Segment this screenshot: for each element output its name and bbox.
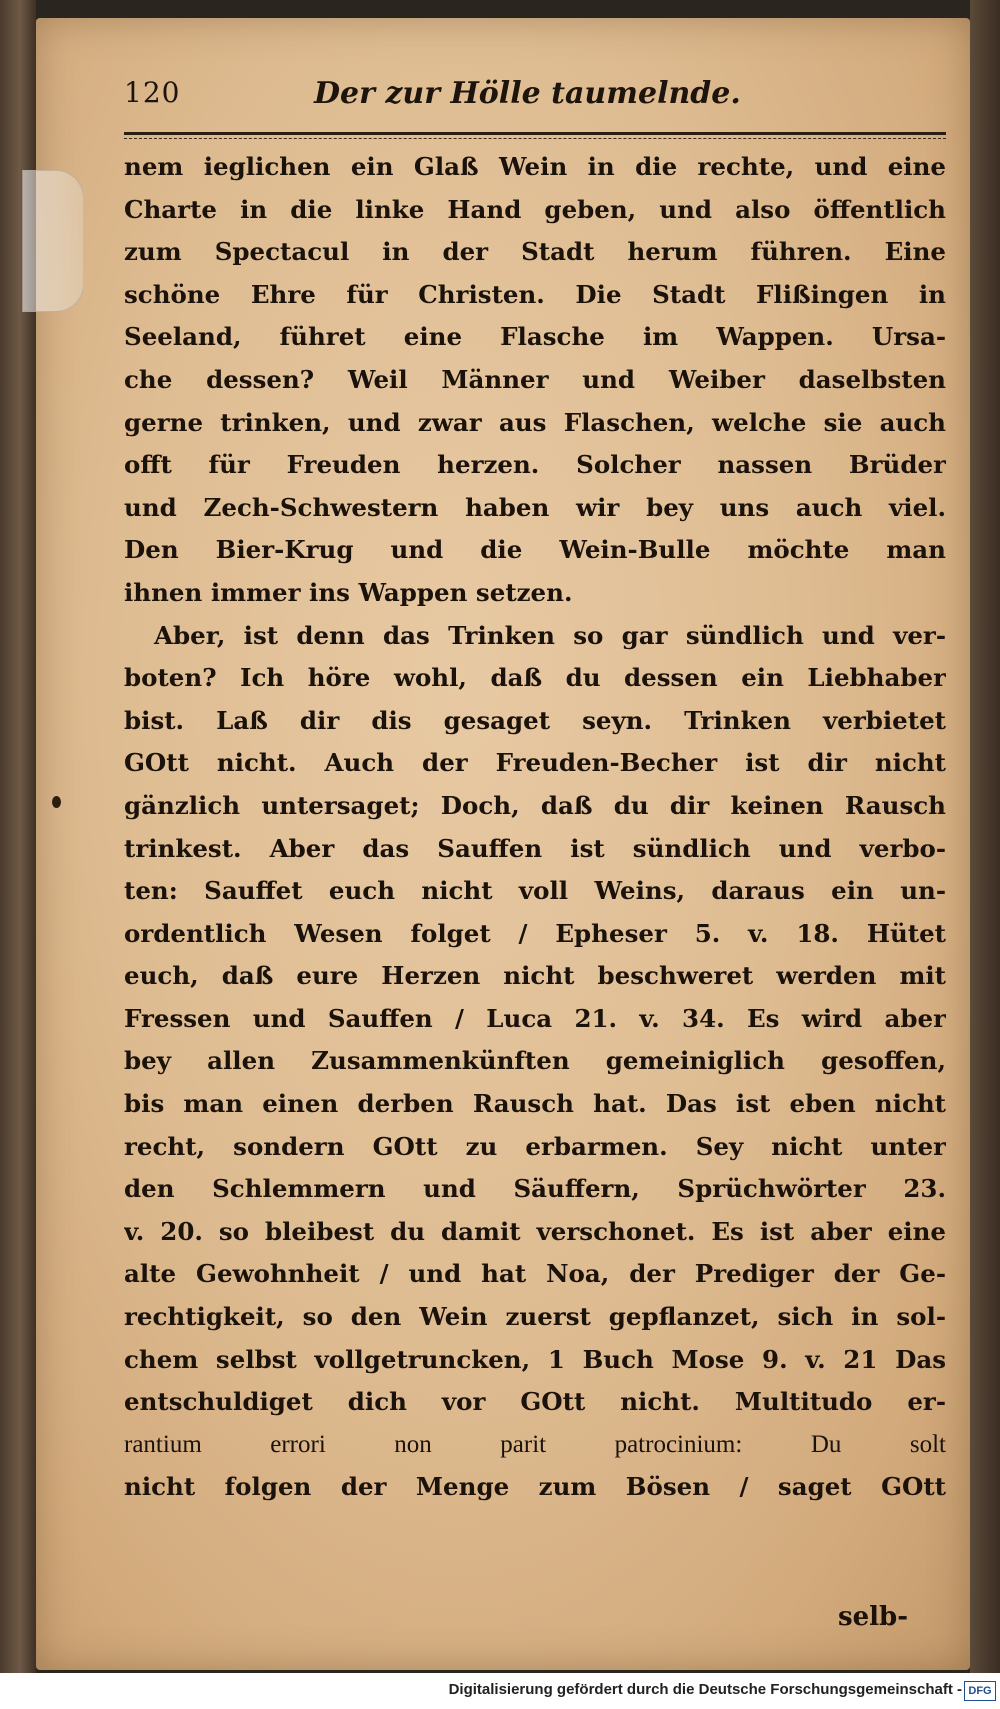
text-line: GOtt nicht. Auch der Freuden-Becher ist dir nicht	[124, 748, 946, 778]
text-line: ihnen immer ins Wappen setzen.	[124, 577, 573, 607]
body-text	[124, 146, 946, 1509]
dfg-logo: DFG	[964, 1681, 996, 1701]
text-line: Fressen und Sauffen / Luca 21. v. 34. Es wird aber	[124, 1003, 946, 1033]
book-fore-edge	[970, 0, 1000, 1709]
text-line: gänzlich untersaget; Doch, daß du dir keinen Rausch	[124, 790, 946, 820]
text-line: gerne trinken, und zwar aus Flaschen, welche sie auch	[124, 407, 946, 437]
text-line: Seeland, führet eine Flasche im Wappen. Ursa-	[124, 322, 946, 352]
text-line: bis man einen derben Rausch hat. Das ist eben nicht	[124, 1089, 946, 1119]
text-line: ten: Sauffet euch nicht voll Weins, daraus ein un-	[124, 876, 946, 906]
digitization-footer	[0, 1673, 1000, 1709]
text-line: bey allen Zusammenkünften gemeiniglich gesoffen,	[124, 1046, 946, 1076]
text-line: euch, daß eure Herzen nicht beschweret werden mit	[124, 961, 946, 991]
margin-ink-spot	[52, 796, 61, 808]
text-line: den Schlemmern und Säuffern, Sprüchwörter 23.	[124, 1174, 946, 1204]
text-line: offt für Freuden herzen. Solcher nassen Brüder	[124, 450, 946, 480]
text-line: Charte in die linke Hand geben, und also öffentlich	[124, 194, 946, 224]
text-line: schöne Ehre für Christen. Die Stadt Flißingen in	[124, 279, 946, 309]
funding-credit: Digitalisierung gefördert durch die Deutsche Forschungsgemeinschaft -	[448, 1681, 962, 1698]
text-line: ordentlich Wesen folget / Epheser 5. v. 18. Hütet	[124, 918, 946, 948]
text-line: zum Spectacul in der Stadt herum führen. Eine	[124, 237, 946, 267]
text-line: recht, sondern GOtt zu erbarmen. Sey nicht unter	[124, 1131, 946, 1161]
text-line: Den Bier-Krug und die Wein-Bulle möchte man	[124, 535, 946, 565]
text-line: rechtigkeit, so den Wein zuerst gepflanzet, sich in sol-	[124, 1302, 946, 1332]
text-line: entschuldiget dich vor GOtt nicht. Multitudo er-	[124, 1387, 946, 1417]
text-line: nem ieglichen ein Glaß Wein in die rechte, und eine	[124, 152, 946, 181]
page-header	[124, 76, 914, 120]
text-line: trinkest. Aber das Sauffen ist sündlich und verbo-	[124, 833, 946, 863]
text-line: bist. Laß dir dis gesaget seyn. Trinken verbietet	[124, 705, 946, 735]
page-clip	[22, 170, 84, 312]
header-rule-dashed	[124, 138, 946, 139]
text-line: chem selbst vollgetruncken, 1 Buch Mose 9. v. 21 Das	[124, 1344, 946, 1374]
header-rule	[124, 132, 946, 135]
catchword: selb-	[837, 1602, 908, 1632]
text-line: alte Gewohnheit / und hat Noa, der Prediger der Ge-	[124, 1259, 946, 1289]
text-line: v. 20. so bleibest du damit verschonet. Es ist aber eine	[124, 1216, 946, 1246]
text-line: nicht folgen der Menge zum Bösen / saget GOtt	[124, 1472, 946, 1502]
text-line: Aber, ist denn das Trinken so gar sündlich und ver-	[154, 620, 946, 650]
text-line: rantium errori non parit patrocinium: Du solt	[124, 1430, 946, 1458]
running-title: Der zur Hölle taumelnde.	[314, 76, 741, 111]
page-number: 120	[124, 76, 181, 109]
text-line: boten? Ich höre wohl, daß du dessen ein Liebhaber	[124, 663, 946, 693]
text-line: und Zech-Schwestern haben wir bey uns auch viel.	[124, 492, 946, 522]
text-line: che dessen? Weil Männer und Weiber daselbsten	[124, 364, 946, 394]
